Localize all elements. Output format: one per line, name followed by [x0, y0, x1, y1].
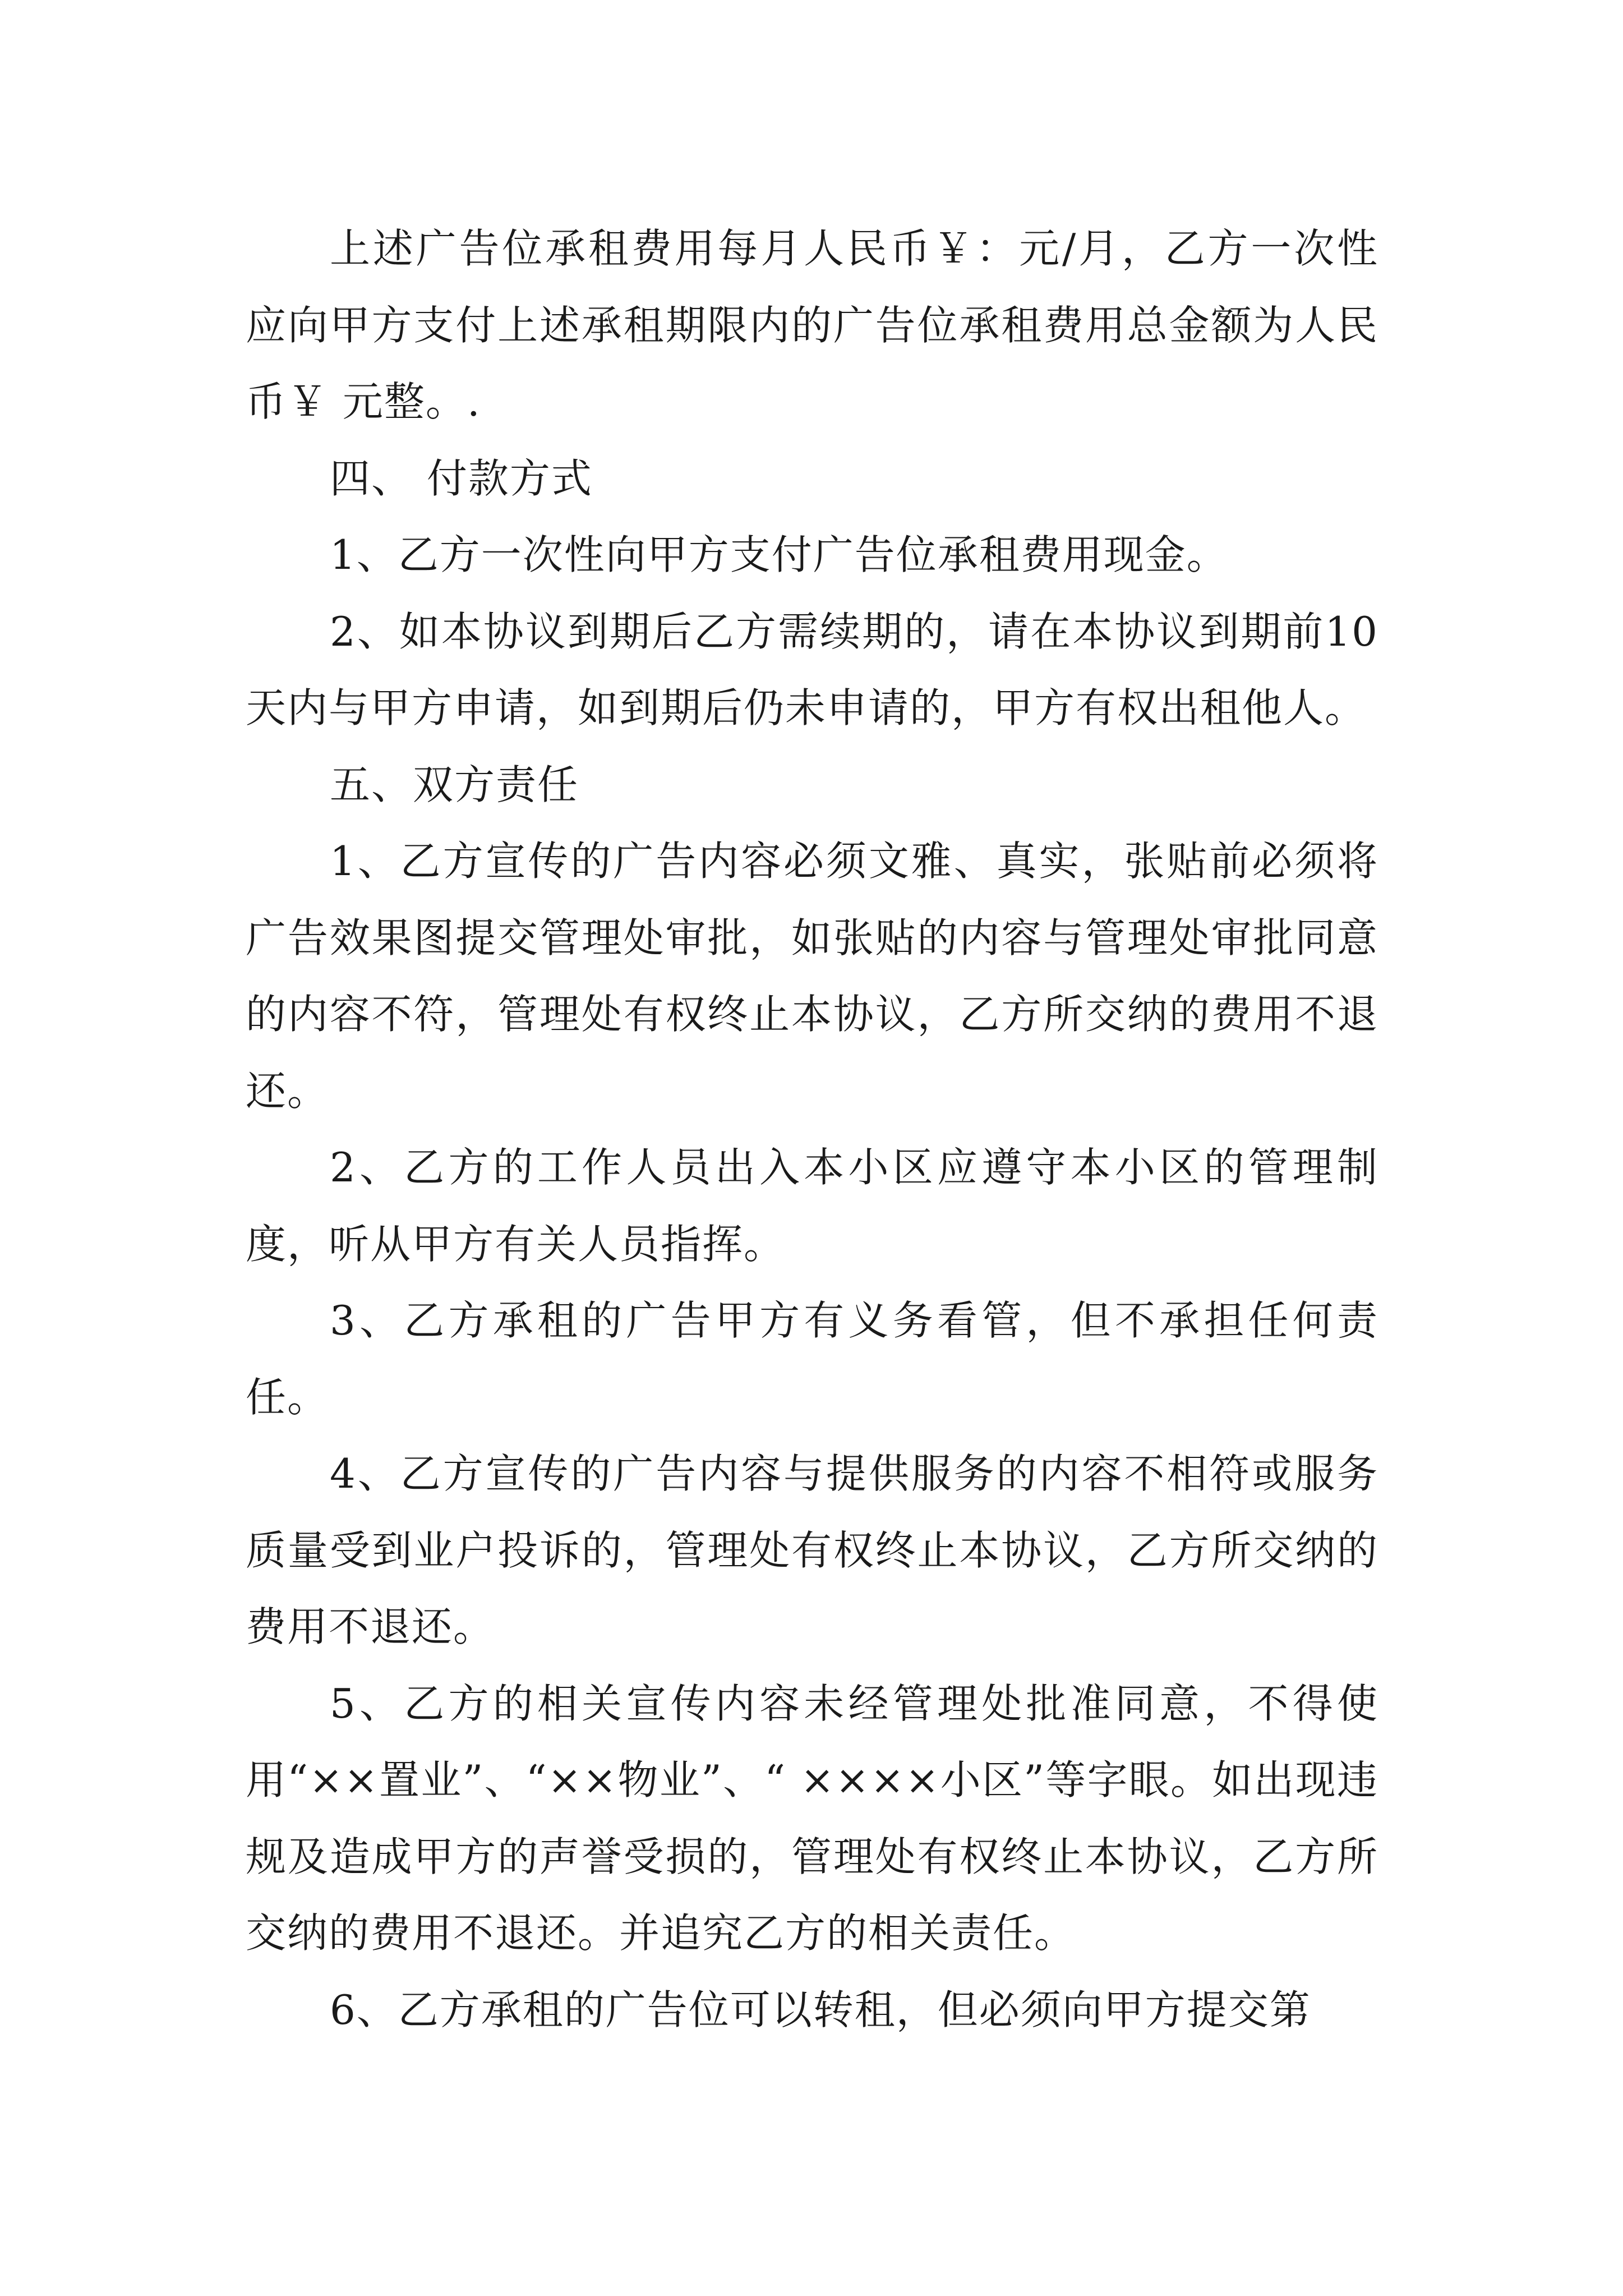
section-heading-responsibilities: 五、双方责任 [330, 761, 579, 808]
paragraph-responsibility-3: 3、乙方承租的广告甲方有义务看管，但不承担任何责任。 [246, 1297, 1378, 1421]
paragraph-payment-2: 2、如本协议到期后乙方需续期的，请在本协议到期前10天内与甲方申请，如到期后仍未申请的，甲方有权出租他人。 [246, 608, 1378, 731]
paragraph-responsibility-2: 2、乙方的工作人员出入本小区应遵守本小区的管理制度，听从甲方有关人员指挥。 [246, 1144, 1378, 1268]
paragraph-payment-1: 1、乙方一次性向甲方支付广告位承租费用现金。 [330, 531, 1228, 578]
paragraph-responsibility-4: 4、乙方宣传的广告内容与提供服务的内容不相符或服务质量受到业户投诉的，管理处有权终止本协议，乙方所交纳的费用不退还。 [246, 1450, 1378, 1650]
paragraph-responsibility-1: 1、乙方宣传的广告内容必须文雅、真实，张贴前必须将广告效果图提交管理处审批，如张贴的内容与管理处审批同意的内容不符，管理处有权终止本协议，乙方所交纳的费用不退还。 [246, 838, 1378, 1115]
paragraph-fee-amount: 上述广告位承租费用每月人民币￥：元/月，乙方一次性应向甲方支付上述承租期限内的广告位承租费用总金额为人民币￥ 元整。. [246, 225, 1378, 425]
paragraph-responsibility-6: 6、乙方承租的广告位可以转租，但必须向甲方提交第 [330, 1986, 1311, 2033]
document-body [246, 210, 1378, 2048]
paragraph-responsibility-5: 5、乙方的相关宣传内容未经管理处批准同意，不得使用“××置业”、“××物业”、“ ××××小区”等字眼。如出现违规及造成甲方的声誉受损的，管理处有权终止本协议，乙方所交纳的费用不退还。并追究乙方的相关责任。 [246, 1680, 1378, 1957]
section-heading-payment-method: 四、 付款方式 [330, 454, 593, 502]
